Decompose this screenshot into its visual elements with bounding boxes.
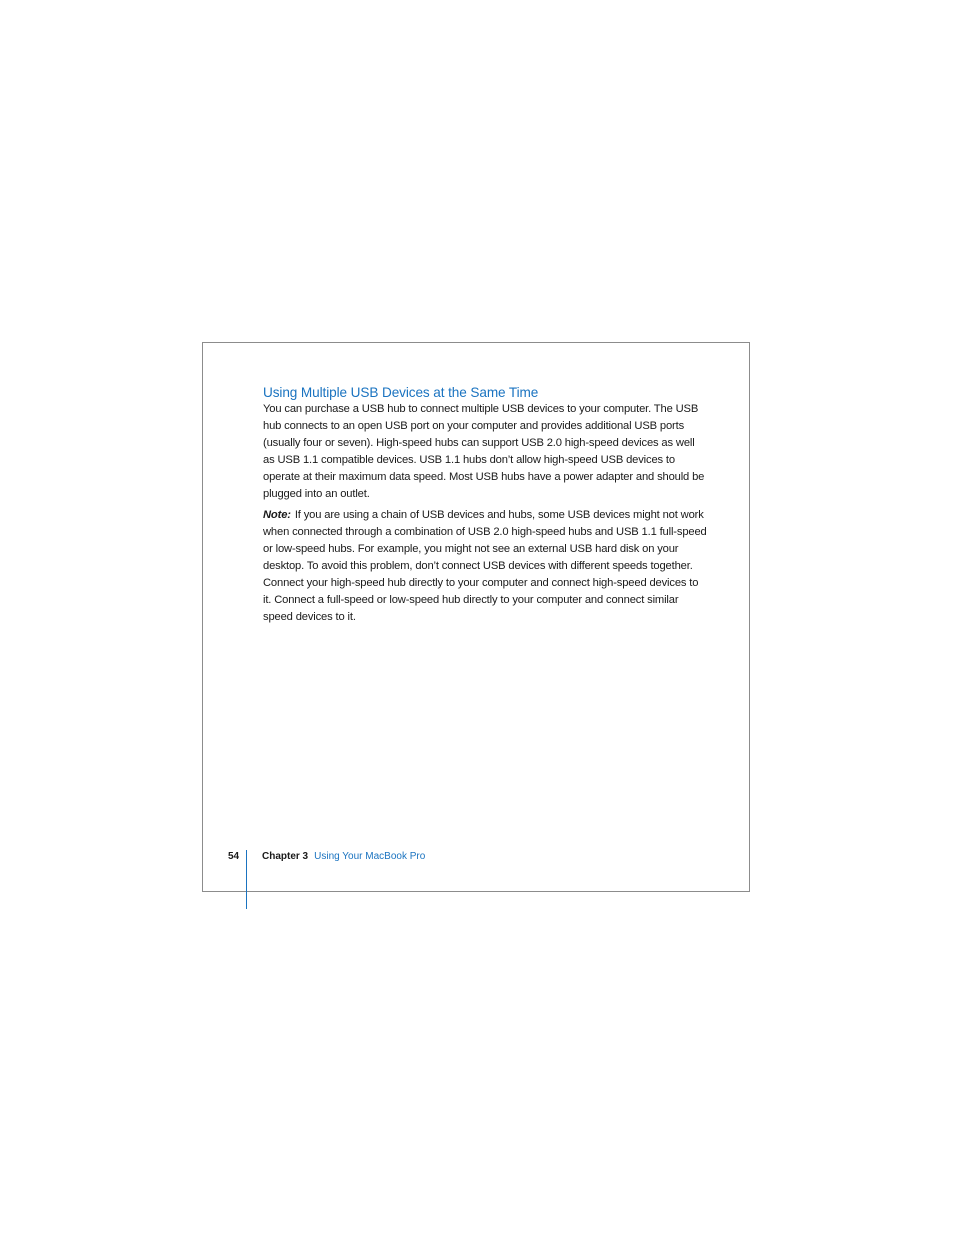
note-label: Note: [263,509,291,521]
note-paragraph [263,507,708,626]
chapter-title: Using Your MacBook Pro [314,851,426,862]
footer-divider [246,850,247,909]
page-number: 54 [228,851,240,862]
body-paragraph: You can purchase a USB hub to connect multiple USB devices to your computer. The USB hub connects to an open USB port on your computer and provides additional USB ports (usually four or seven). High-speed hubs can support USB 2.0 high-speed devices as well as USB 1.1 compatible devices. USB 1.1 hubs don’t allow high-speed USB devices to operate at their maximum data speed. Most USB hubs have a power adapter and should be plugged into an outlet. [263,403,705,500]
footer-chapter [262,850,425,864]
section-heading: Using Multiple USB Devices at the Same Time [263,385,539,400]
note-text: If you are using a chain of USB devices and hubs, some USB devices might not work when connected through a combination of USB 2.0 high-speed hubs and USB 1.1 full-speed or low-speed hubs. For example, you might not see an external USB hard disk on your desktop. To avoid this problem, don’t connect USB devices with different speeds together. Connect your high-speed hub directly to your computer and connect high-speed devices to it. Connect a full-speed or low-speed hub directly to your computer and connect similar speed devices to it. [263,509,707,623]
main-content [263,384,708,626]
chapter-label: Chapter 3 [262,851,309,862]
